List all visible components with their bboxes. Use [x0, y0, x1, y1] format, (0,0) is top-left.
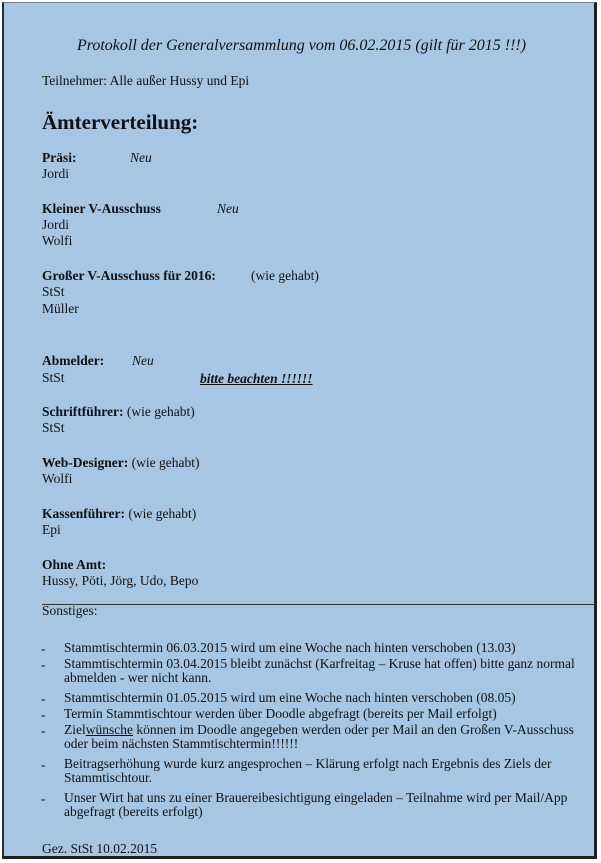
bullet-marker: -	[41, 791, 46, 806]
role-kleiner-name-2: Wolfi	[42, 233, 73, 248]
role-praesi-name: Jordi	[42, 166, 69, 181]
role-grosser-name-1: StSt	[42, 284, 65, 299]
role-kasse-label: Kassenführer:	[42, 506, 125, 521]
role-kleiner-note: Neu	[217, 201, 239, 216]
role-schrift-line	[42, 404, 195, 420]
role-schrift-note: (wie gehabt)	[126, 404, 195, 419]
role-grosser-note: (wie gehabt)	[251, 268, 319, 283]
misc-item-3: Stammtischtermin 01.05.2015 wird um eine Woche nach hinten verschoben (08.05)	[64, 690, 516, 705]
misc-item-2: Stammtischtermin 03.04.2015 bleibt zunächst (Karfreitag – Kruse hat offen) bitte ganz normal abmelden - wer nicht kann.	[64, 656, 575, 686]
role-grosser-name-2: Müller	[42, 301, 79, 316]
role-kleiner-name-1: Jordi	[42, 217, 69, 232]
bullet-marker: -	[41, 757, 46, 772]
document-title: Protokoll der Generalversammlung vom 06.02.2015 (gilt für 2015 !!!)	[76, 37, 527, 54]
misc-item-1: Stammtischtermin 06.03.2015 wird um eine Woche nach hinten verschoben (13.03)	[64, 640, 516, 655]
misc-item-5	[64, 723, 594, 751]
document-page	[2, 2, 597, 859]
role-kasse-note: (wie gehabt)	[128, 506, 197, 521]
role-schrift-label: Schriftführer:	[42, 404, 124, 419]
role-kasse-line	[42, 506, 196, 522]
misc-item-5-pre: Ziel	[64, 722, 86, 737]
misc-item-7: Unser Wirt hat uns zu einer Brauereibesichtigung eingeladen – Teilnahme wird per Mail/App abgefragt (bereits erfolgt)	[64, 790, 568, 820]
bullet-marker: -	[41, 691, 46, 706]
role-abmelder-note: Neu	[132, 353, 154, 368]
role-web-line	[42, 455, 199, 471]
role-abmelder-name: StSt	[42, 370, 65, 385]
misc-item-4: Termin Stammtischtour werden über Doodle abgefragt (bereits per Mail erfolgt)	[64, 706, 497, 721]
role-web-label: Web-Designer:	[42, 455, 129, 470]
misc-item-6: Beitragserhöhung wurde kurz angesprochen – Klärung erfolgt nach Ergebnis des Ziels der Stammtischtour.	[64, 756, 552, 786]
participants-line: Teilnehmer: Alle außer Hussy und Epi	[42, 73, 250, 88]
role-ohne-label: Ohne Amt:	[42, 557, 107, 572]
role-web-note: (wie gehabt)	[131, 455, 200, 470]
role-web-name: Wolfi	[42, 471, 73, 486]
misc-item-5-post: können im Doodle angegeben werden oder per Mail an den Großen V-Ausschuss oder beim nächsten Stammtischtermin!!!!!!	[64, 722, 574, 752]
bullet-marker: -	[41, 707, 46, 722]
signature-line: Gez. StSt 10.02.2015	[42, 841, 158, 856]
role-grosser-label: Großer V-Ausschuss für 2016:	[42, 268, 216, 283]
role-kasse-name: Epi	[42, 522, 61, 537]
misc-item-5-underlined: wünsche	[85, 722, 133, 737]
bullet-marker: -	[41, 641, 46, 656]
role-kleiner-label: Kleiner V-Ausschuss	[42, 201, 161, 216]
role-abmelder-label: Abmelder:	[42, 353, 105, 368]
bullet-marker: -	[41, 657, 46, 672]
abmelder-remark: bitte beachten !!!!!!	[200, 371, 313, 386]
misc-label: Sonstiges:	[42, 603, 98, 618]
role-praesi-note: Neu	[130, 150, 152, 165]
role-praesi-label: Präsi:	[42, 150, 77, 165]
bullet-marker: -	[41, 723, 46, 738]
role-ohne-names: Hussy, Pöti, Jörg, Udo, Bepo	[42, 573, 199, 588]
role-schrift-name: StSt	[42, 420, 65, 435]
section-divider	[42, 604, 594, 605]
section-heading: Ämterverteilung:	[42, 110, 199, 134]
